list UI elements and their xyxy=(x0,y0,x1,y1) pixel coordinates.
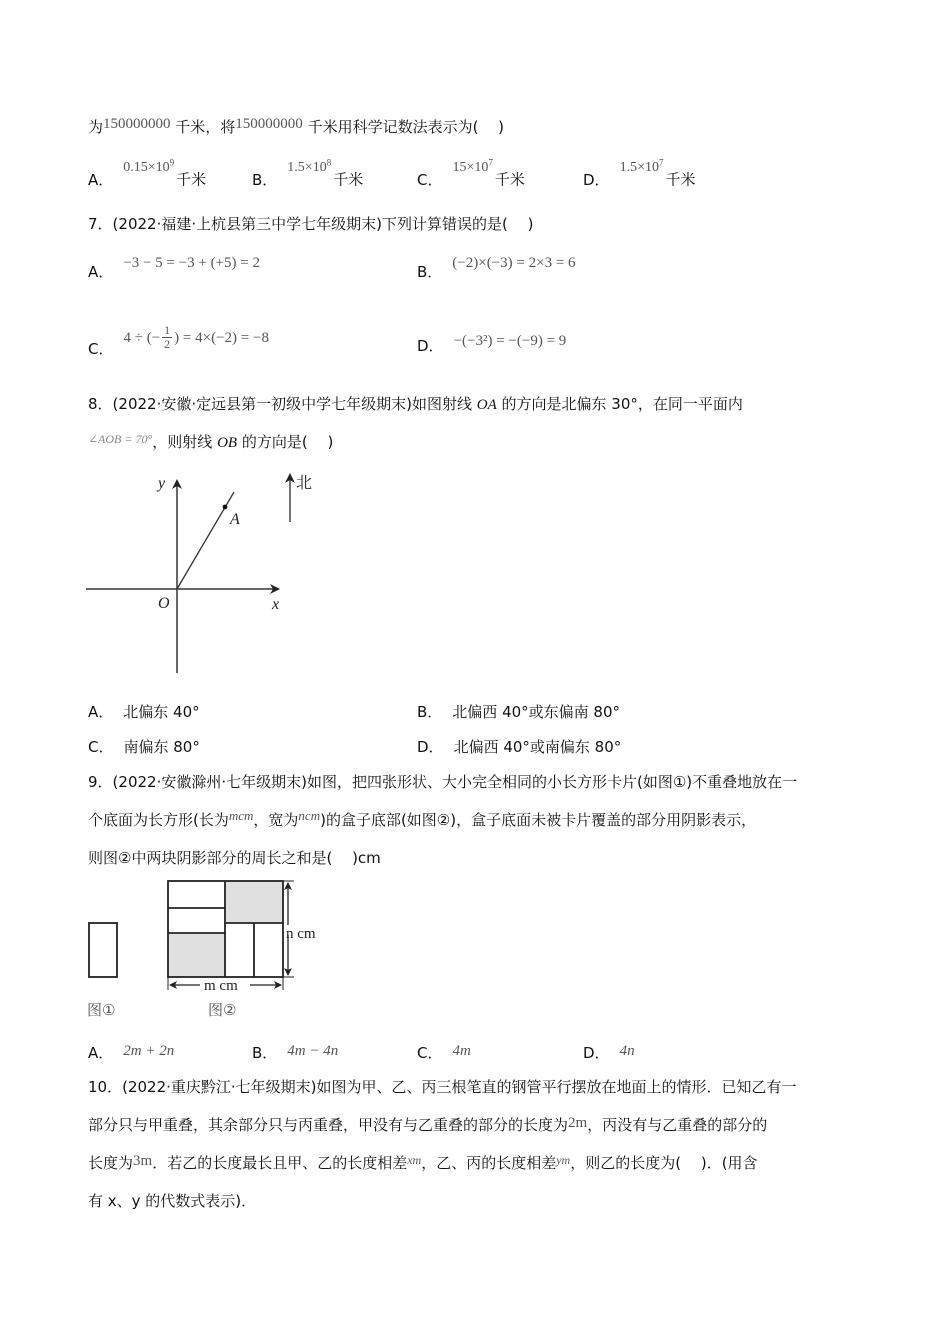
q9-stem-text: 个底面为长方形(长为 xyxy=(88,811,229,829)
q9-stem-line3: 则图②中两块阴影部分的周长之和是( )cm xyxy=(88,849,381,867)
ray-oa: OA xyxy=(476,397,497,413)
q7-option-a[interactable] xyxy=(88,255,260,283)
width-n-cm: ncm xyxy=(298,808,321,823)
option-math: 4 ÷ (− $\frac{1}{2}$ ) = 4×(−2) = −8 xyxy=(123,323,269,351)
q8-stem-text: ，则射线 xyxy=(152,433,218,451)
q8-option-b[interactable] xyxy=(417,702,620,722)
q9-option-d[interactable] xyxy=(583,1043,635,1064)
q7-stem: 7．(2022·福建·上杭县第三中学七年级期末)下列计算错误的是( ) xyxy=(88,215,534,233)
svg-text:y: y xyxy=(158,475,166,492)
option-label: A． xyxy=(88,170,114,189)
q10-stem-text: ，乙、丙的长度相差 xyxy=(421,1154,557,1172)
option-label: D． xyxy=(583,1044,610,1062)
option-math: $1.5\times 10^8$ xyxy=(287,157,332,175)
svg-text:n cm: n cm xyxy=(286,926,316,942)
q6-stem-mid: 千米，将 xyxy=(170,118,236,136)
q10-stem-text: 部分只与甲重叠，其余部分只与丙重叠，甲没有与乙重叠的部分的长度为 xyxy=(88,1116,569,1134)
q10-stem-line3 xyxy=(88,1153,758,1174)
q10-stem-line2 xyxy=(88,1115,767,1136)
svg-text:A: A xyxy=(230,511,240,528)
q8-stem-text: 的方向是( ) xyxy=(237,433,334,451)
option-math: 2m + 2n xyxy=(123,1043,175,1059)
option-math: $1.5\times 10^7$ xyxy=(619,157,664,175)
option-label: B． xyxy=(252,1044,278,1062)
option-math: 4m − 4n xyxy=(287,1043,339,1059)
q6-number-2: 150000000 xyxy=(235,116,303,132)
option-unit: 千米 xyxy=(665,170,696,189)
svg-text:x: x xyxy=(272,596,280,613)
q10-stem-text: ．若乙的长度最长且甲、乙的长度相差 xyxy=(152,1154,408,1172)
option-math: −(−3²) = −(−9) = 9 xyxy=(453,333,567,349)
q9-stem-text: )的盒子底部(如图②)，盒子底面未被卡片覆盖的部分用阴影表示， xyxy=(320,811,757,829)
q10-stem-text: ，则乙的长度为( )．(用含 xyxy=(570,1154,758,1172)
q8-option-a[interactable] xyxy=(88,702,200,722)
q7-option-b[interactable] xyxy=(417,255,576,283)
option-label: B． xyxy=(417,703,443,721)
q9-stem-text: ，宽为 xyxy=(253,811,299,829)
ray-ob: OB xyxy=(217,435,238,451)
q8-stem-line1 xyxy=(88,394,743,415)
q6-stem-prefix: 为 xyxy=(88,118,104,136)
q8-coordinate-figure xyxy=(80,465,340,680)
option-math: $0.15\times 10^9$ xyxy=(123,157,175,175)
q8-stem-text: 的方向是北偏东 30°，在同一平面内 xyxy=(496,395,743,413)
option-label: D． xyxy=(417,738,444,756)
option-unit: 千米 xyxy=(494,170,525,189)
option-label: C． xyxy=(88,738,114,756)
q6-option-d[interactable] xyxy=(583,157,696,192)
q10-stem-text: ，丙没有与乙重叠的部分的 xyxy=(587,1116,768,1134)
option-unit: 千米 xyxy=(333,170,364,189)
svg-text:m cm: m cm xyxy=(204,978,238,994)
q7-option-c[interactable] xyxy=(88,323,269,363)
option-label: A． xyxy=(88,263,114,281)
option-math: 4m xyxy=(452,1043,471,1059)
q6-option-c[interactable] xyxy=(417,157,525,192)
box-cards-diagram xyxy=(80,870,350,1025)
svg-text:图②: 图② xyxy=(208,1001,237,1019)
option-math: 4n xyxy=(619,1043,635,1059)
option-label: A． xyxy=(88,1044,114,1062)
q6-stem xyxy=(88,117,504,138)
svg-text:北: 北 xyxy=(296,473,313,492)
q9-stem-line2 xyxy=(88,810,756,831)
q9-rectangles-figure xyxy=(80,870,350,1025)
option-label: C． xyxy=(88,339,114,358)
q6-number-1: 150000000 xyxy=(103,116,171,132)
q8-stem-line2 xyxy=(88,432,333,453)
option-text: 北偏西 40°或南偏东 80° xyxy=(453,738,622,756)
q6-stem-suffix: 千米用科学记数法表示为( ) xyxy=(302,118,505,136)
option-math: (−2)×(−3) = 2×3 = 6 xyxy=(452,255,576,271)
option-unit: 千米 xyxy=(176,170,207,189)
option-math: $15\times 10^7$ xyxy=(452,157,493,175)
svg-text:O: O xyxy=(158,595,170,612)
coordinate-axes-diagram xyxy=(80,465,340,680)
q7-option-d[interactable] xyxy=(417,333,567,357)
option-label: C． xyxy=(417,1044,443,1062)
q6-option-b[interactable] xyxy=(252,157,364,192)
option-label: D． xyxy=(417,337,444,355)
option-label: B． xyxy=(417,263,443,281)
length-3m: 3m xyxy=(133,1153,153,1169)
difference-xm: xm xyxy=(407,1153,422,1167)
q8-option-c[interactable] xyxy=(88,737,200,757)
svg-text:图①: 图① xyxy=(87,1001,116,1019)
q10-stem-text: 长度为 xyxy=(88,1154,134,1172)
q10-stem-line1: 10．(2022·重庆黔江·七年级期末)如图为甲、乙、丙三根笔直的钢管平行摆放在地面上的情形．已知乙有一 xyxy=(88,1078,797,1096)
q10-stem-line4: 有 x、y 的代数式表示)． xyxy=(88,1192,257,1210)
q6-option-a[interactable] xyxy=(88,157,207,192)
q9-option-b[interactable] xyxy=(252,1043,338,1064)
length-m-cm: mcm xyxy=(228,808,254,823)
q8-option-d[interactable] xyxy=(417,737,621,757)
option-label: C． xyxy=(417,170,443,189)
length-2m: 2m xyxy=(568,1115,588,1131)
option-label: D． xyxy=(583,170,610,189)
q9-stem-line1: 9．(2022·安徽滁州·七年级期末)如图，把四张形状、大小完全相同的小长方形卡片(如图①)不重叠地放在一 xyxy=(88,773,798,791)
q9-option-a[interactable] xyxy=(88,1043,174,1064)
option-math: −3 − 5 = −3 + (+5) = 2 xyxy=(123,255,260,271)
option-text: 北偏东 40° xyxy=(123,703,200,721)
angle-aob: ∠AOB = 70° xyxy=(88,432,153,446)
option-label: A． xyxy=(88,703,114,721)
difference-ym: ym xyxy=(556,1153,571,1167)
option-text: 南偏东 80° xyxy=(123,738,200,756)
q8-stem-text: 8．(2022·安徽·定远县第一初级中学七年级期末)如图射线 xyxy=(88,395,477,413)
option-label: B． xyxy=(252,170,278,189)
option-text: 北偏西 40°或东偏南 80° xyxy=(452,703,621,721)
q9-option-c[interactable] xyxy=(417,1043,471,1064)
